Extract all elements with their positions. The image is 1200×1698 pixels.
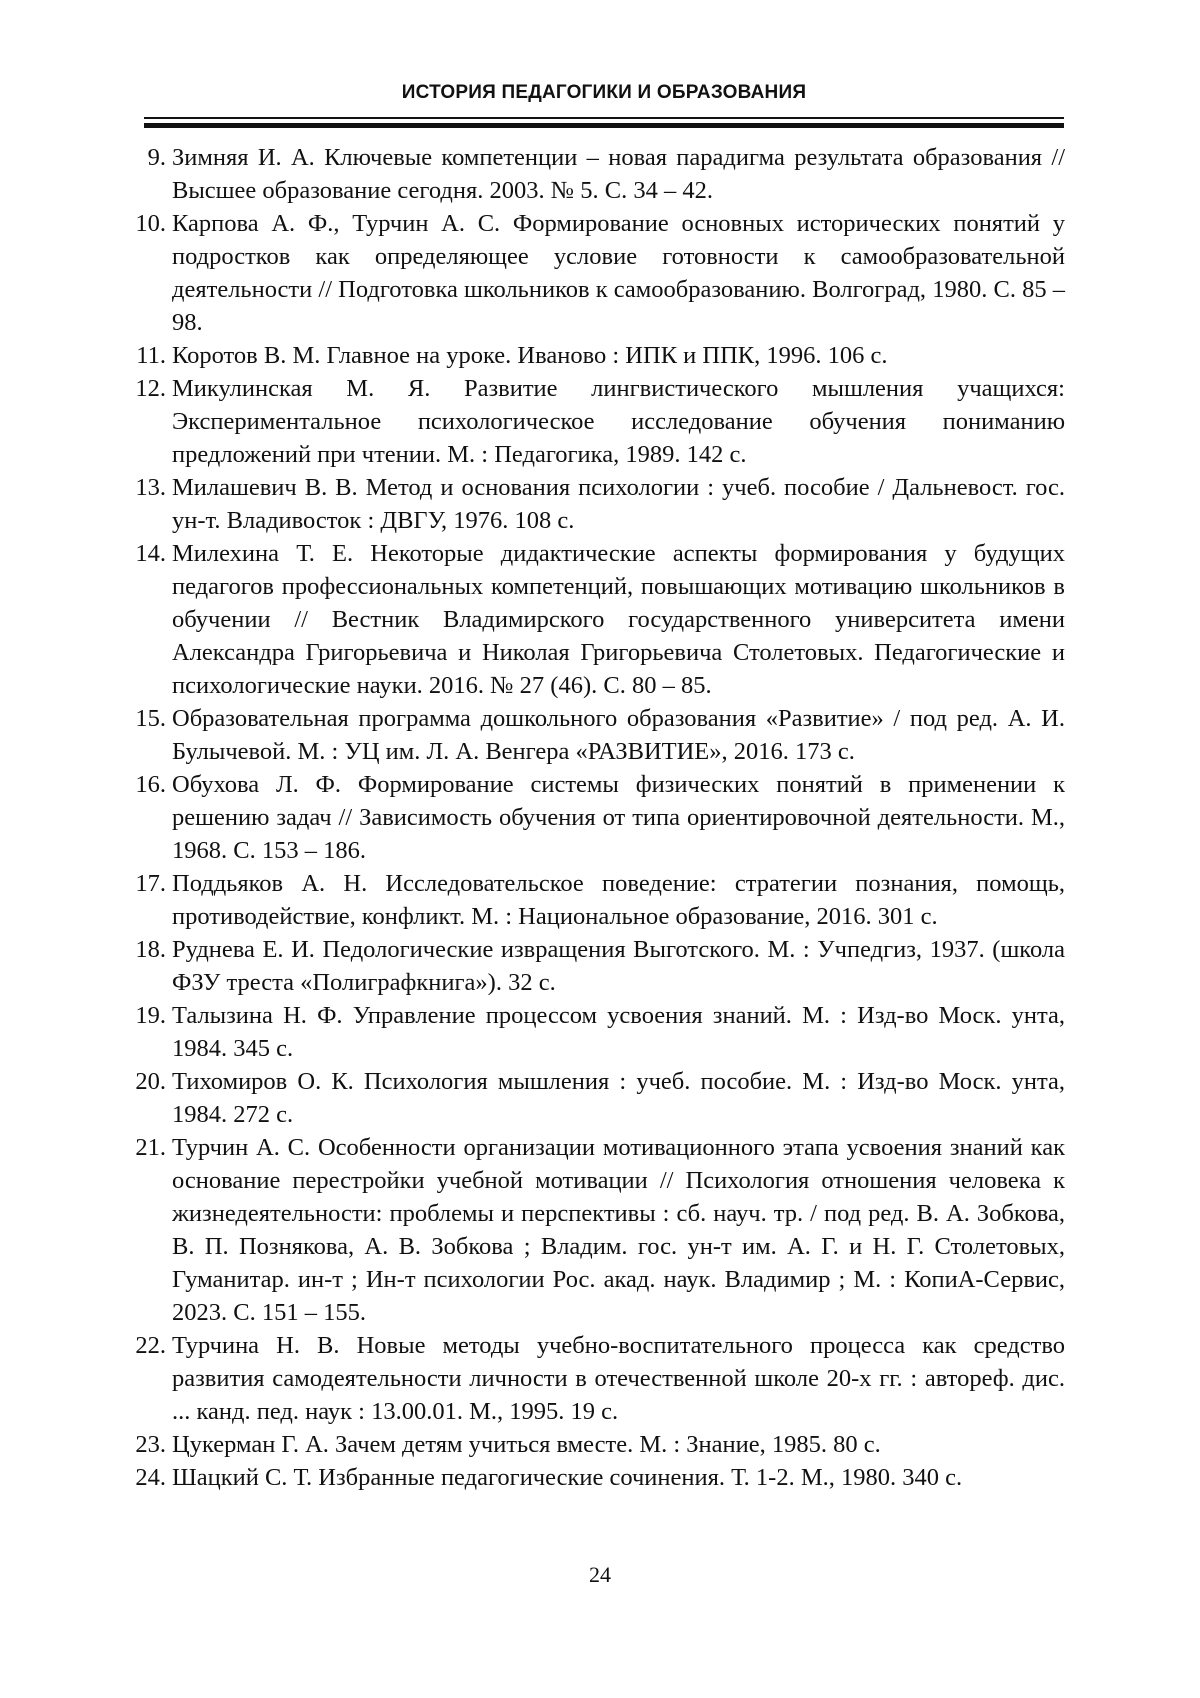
reference-item [135, 768, 1065, 867]
reference-item [135, 702, 1065, 768]
reference-text: Милашевич В. В. Метод и основания психологии : учеб. пособие / Дальневост. гос. ун-т. Владивосток : ДВГУ, 1976. 108 с. [172, 474, 1065, 534]
reference-number: 23. [135, 1431, 166, 1458]
reference-item [135, 372, 1065, 471]
reference-text: Коротов В. М. Главное на уроке. Иваново : ИПК и ППК, 1996. 106 с. [172, 342, 888, 369]
reference-number: 12. [135, 375, 166, 402]
reference-text: Турчин А. С. Особенности организации мотивационного этапа усвоения знаний как основание перестройки учебной мотивации // Психология отношения человека к жизнедеятельности: проблемы и перспективы : сб. науч. тр. / под ред. В. А. Зобкова, В. П. Познякова, А. В. Зобкова ; Владим. гос. ун-т им. А. Г. и Н. Г. Столетовых, Гуманитар. ин-т ; Ин-т психологии Рос. акад. наук. Владимир ; М. : КопиА-Сервис, 2023. С. 151 – 155. [172, 1134, 1065, 1326]
reference-list [0, 141, 1200, 1494]
reference-item [135, 1329, 1065, 1428]
reference-item [147, 141, 1065, 207]
reference-number: 16. [135, 771, 166, 798]
reference-number: 10. [135, 210, 166, 237]
reference-item [135, 537, 1065, 702]
reference-text: Милехина Т. Е. Некоторые дидактические аспекты формирования у будущих педагогов профессиональных компетенций, повышающих мотивацию школьников в обучении // Вестник Владимирского государственного университета имени Александра Григорьевича и Николая Григорьевича Столетовых. Педагогические и психологические науки. 2016. № 27 (46). С. 80 – 85. [172, 540, 1065, 699]
reference-number: 20. [135, 1068, 166, 1095]
reference-number: 22. [135, 1332, 166, 1359]
reference-item [135, 471, 1065, 537]
reference-number: 19. [135, 1002, 166, 1029]
reference-number: 14. [135, 540, 166, 567]
reference-number: 11. [136, 342, 166, 369]
reference-number: 15. [135, 705, 166, 732]
reference-text: Талызина Н. Ф. Управление процессом усвоения знаний. М. : Изд-во Моск. унта, 1984. 345 с. [172, 1002, 1065, 1062]
reference-item [135, 933, 1065, 999]
reference-number: 17. [135, 870, 166, 897]
reference-text: Турчина Н. В. Новые методы учебно-воспитательного процесса как средство развития самодеятельности личности в отечественной школе 20-х гг. : автореф. дис. ... канд. пед. наук : 13.00.01. М., 1995. 19 с. [172, 1332, 1065, 1425]
reference-text: Тихомиров О. К. Психология мышления : учеб. пособие. М. : Изд-во Моск. унта, 1984. 272 с. [172, 1068, 1065, 1128]
reference-item [136, 339, 1065, 372]
page-number: 24 [589, 1562, 611, 1587]
reference-number: 24. [135, 1464, 166, 1491]
reference-text: Руднева Е. И. Педологические извращения Выготского. М. : Учпедгиз, 1937. (школа ФЗУ треста «Полиграфкнига»). 32 с. [172, 936, 1065, 996]
reference-text: Микулинская М. Я. Развитие лингвистического мышления учащихся: Экспериментальное психологическое исследование обучения пониманию предложений при чтении. М. : Педагогика, 1989. 142 с. [172, 375, 1065, 468]
reference-item [135, 1131, 1065, 1329]
reference-text: Цукерман Г. А. Зачем детям учиться вместе. М. : Знание, 1985. 80 с. [172, 1431, 881, 1458]
running-header: ИСТОРИЯ ПЕДАГОГИКИ И ОБРАЗОВАНИЯ [401, 82, 807, 103]
reference-number: 21. [135, 1134, 166, 1161]
reference-item [135, 1065, 1065, 1131]
reference-text: Поддьяков А. Н. Исследовательское поведение: стратегии познания, помощь, противодействие, конфликт. М. : Национальное образование, 2016. 301 с. [172, 870, 1065, 930]
reference-number: 9. [147, 144, 166, 171]
reference-text: Шацкий С. Т. Избранные педагогические сочинения. Т. 1-2. М., 1980. 340 с. [172, 1464, 963, 1491]
reference-item [135, 867, 1065, 933]
reference-item [135, 207, 1065, 339]
reference-text: Образовательная программа дошкольного образования «Развитие» / под ред. А. И. Булычевой. М. : УЦ им. Л. А. Венгера «РАЗВИТИЕ», 2016. 173 с. [172, 705, 1065, 765]
reference-text: Карпова А. Ф., Турчин А. С. Формирование основных исторических понятий у подростков как определяющее условие готовности к самообразовательной деятельности // Подготовка школьников к самообразованию. Волгоград, 1980. С. 85 – 98. [172, 210, 1065, 336]
header-rule-thick [144, 123, 1064, 128]
header-rule-thin [144, 117, 1064, 119]
reference-number: 18. [135, 936, 166, 963]
reference-number: 13. [135, 474, 166, 501]
reference-item [135, 999, 1065, 1065]
reference-text: Зимняя И. А. Ключевые компетенции – новая парадигма результата образования // Высшее образование сегодня. 2003. № 5. С. 34 – 42. [172, 144, 1065, 204]
reference-item [135, 1461, 1065, 1494]
reference-item [135, 1428, 1065, 1461]
reference-text: Обухова Л. Ф. Формирование системы физических понятий в применении к решению задач // Зависимость обучения от типа ориентировочной деятельности. М., 1968. С. 153 – 186. [172, 771, 1065, 864]
